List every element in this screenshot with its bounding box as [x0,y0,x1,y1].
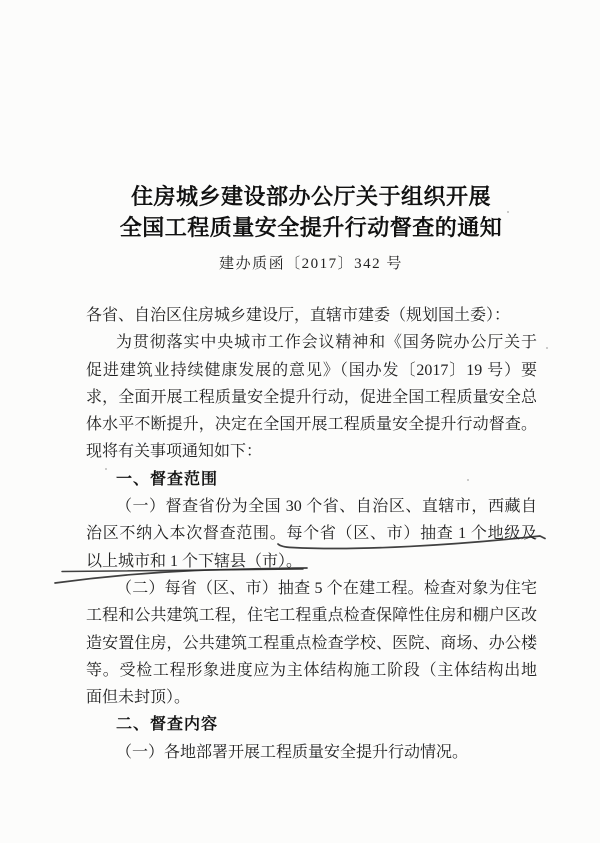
document-title-line-1: 住房城乡建设部办公厅关于组织开展 [130,184,491,209]
doc-line: 等。受检工程形象进度应为主体结构施工阶段（主体结构出地 [86,661,537,679]
section-heading-2: 二、督查内容 [116,716,219,734]
scan-speck [546,347,548,349]
scan-speck [467,479,469,481]
doc-line-underlined: 治区不纳入本次督查范围。每个省（区、市）抽查 1 个地级及 [86,525,537,543]
doc-line: 求，全面开展工程质量安全提升行动，促进全国工程质量安全总 [86,388,537,406]
document-title-line-2: 全国工程质量安全提升行动督查的通知 [119,215,503,240]
doc-line: 为贯彻落实中央城市工作会议精神和《国务院办公厅关于 [116,334,537,352]
doc-line: （一）督查省份为全国 30 个省、自治区、直辖市，西藏自 [116,498,537,516]
section-heading-1: 一、督查范围 [116,470,219,488]
doc-line-salutation: 各省、自治区住房城乡建设厅，直辖市建委（规划国土委）： [86,307,511,324]
scan-speck [105,468,107,470]
doc-line: （二）每省（区、市）抽查 5 个在建工程。检查对象为住宅 [116,579,537,597]
scan-speck [507,211,509,213]
doc-line: 面但未封顶）。 [86,689,191,707]
doc-line: 工程和公共建筑工程，住宅工程重点检查保障性住房和棚户区改 [86,607,537,625]
doc-line: （一）各地部署开展工程质量安全提升行动情况。 [116,743,469,761]
doc-line-underlined: 以上城市和 1 个下辖县（市）。 [86,552,303,570]
document-body [86,302,537,766]
doc-line: 现将有关事项通知如下： [86,443,263,461]
doc-line: 体水平不断提升，决定在全国开展工程质量安全提升行动督查。 [86,416,537,434]
doc-line: 促进建筑业持续健康发展的意见》（国办发〔2017〕19 号）要 [86,361,537,379]
doc-line: 造安置住房，公共建筑工程重点检查学校、医院、商场、办公楼 [86,634,537,652]
document-number: 建办质函〔2017〕342 号 [219,256,403,272]
